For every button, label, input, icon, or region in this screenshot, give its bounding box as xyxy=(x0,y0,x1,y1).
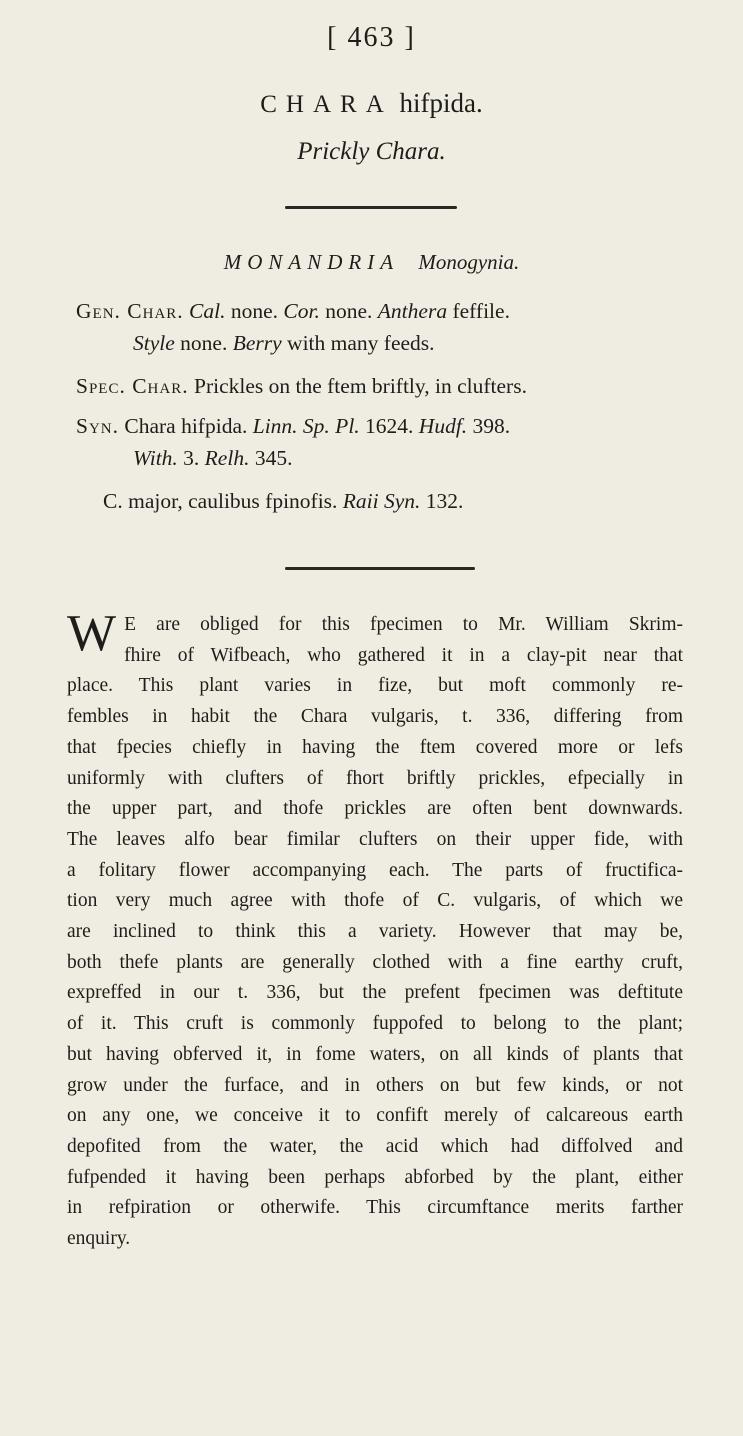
text-line: are inclined to think this a variety. However that may be, xyxy=(67,921,683,943)
divider-rule xyxy=(285,206,457,209)
gen-char-label: Gen. Char. xyxy=(76,299,184,323)
text-line: fhire of Wifbeach, who gathered it in a clay-pit near that xyxy=(124,644,683,666)
text-line: but having obferved it, in fome waters, on all kinds of plants that xyxy=(67,1043,683,1065)
value-cor: none. xyxy=(325,299,373,323)
text-line: enquiry. xyxy=(67,1228,131,1250)
term-cal: Cal. xyxy=(189,299,226,323)
text-line: the upper part, and thofe prickles are often bent downwards. xyxy=(67,798,683,820)
syn-alt-name: C. major, caulibus fpinofis. xyxy=(103,489,338,513)
syn-name: Chara hifpida. xyxy=(124,414,248,438)
spec-char-label: Spec. Char. xyxy=(76,374,189,398)
text-line: a folitary flower accompanying each. The parts of fructifica- xyxy=(67,859,683,881)
linnaean-classification xyxy=(0,250,743,275)
synonymy-alternate xyxy=(103,485,723,517)
syn-ref-relh: Relh. xyxy=(204,446,250,470)
generic-character xyxy=(76,295,696,359)
text-line: The leaves alfo bear fimilar clufters on their upper fide, with xyxy=(67,828,683,850)
term-berry: Berry xyxy=(232,331,282,355)
text-line: E are obliged for this fpecimen to Mr. William Skrim- xyxy=(124,614,683,635)
text-line: place. This plant varies in fize, but moft commonly re- xyxy=(67,675,683,697)
value-style: none. xyxy=(180,331,228,355)
text-line: both thefe plants are generally clothed with a fine earthy cruft, xyxy=(67,951,683,973)
text-line: that fpecies chiefly in having the ftem covered more or lefs xyxy=(67,736,683,758)
page-number: [ 463 ] xyxy=(327,22,416,53)
value-anthera: feffile. xyxy=(452,299,510,323)
drop-cap: W xyxy=(67,605,117,662)
species-name: hifpida. xyxy=(399,88,483,118)
syn-alt-ref: Raii Syn. xyxy=(342,489,421,513)
text-line: grow under the furface, and in others on but few kinds, or not xyxy=(67,1074,683,1096)
syn-alt-ref-num: 132. xyxy=(425,489,464,513)
description-paragraph xyxy=(67,605,683,1255)
syn-ref-with-num: 3. xyxy=(183,446,200,470)
class-name: MONANDRIA xyxy=(223,250,400,274)
syn-ref-hudf-num: 398. xyxy=(472,414,511,438)
text-line: uniformly with clufters of fhort briftly prickles, efpecially in xyxy=(67,767,683,789)
syn-ref-hudf: Hudf. xyxy=(418,414,468,438)
genus-name: CHARA xyxy=(260,91,393,118)
page-title xyxy=(0,88,743,119)
text-line: expreffed in our t. 336, but the prefent fpecimen was deftitute xyxy=(67,982,683,1004)
synonymy xyxy=(76,410,696,474)
text-line: fembles in habit the Chara vulgaris, t. 336, differing from xyxy=(67,706,683,728)
text-line: fufpended it having been perhaps abforbed by the plant, either xyxy=(67,1166,683,1188)
term-anthera: Anthera xyxy=(377,299,448,323)
term-style: Style xyxy=(133,331,175,355)
syn-ref-relh-num: 345. xyxy=(254,446,293,470)
text-line: depofited from the water, the acid which had diffolved and xyxy=(67,1135,683,1157)
specific-character xyxy=(76,370,696,402)
text-line: of it. This cruft is commonly fuppofed to belong to the plant; xyxy=(67,1013,683,1035)
syn-ref-linn-num: 1624. xyxy=(365,414,414,438)
divider-rule xyxy=(285,567,475,570)
value-berry: with many feeds. xyxy=(287,331,435,355)
spec-char-text: Prickles on the ftem briftly, in clufters. xyxy=(193,374,527,398)
text-line: on any one, we conceive it to confift merely of calcareous earth xyxy=(67,1105,683,1127)
text-line: in refpiration or otherwife. This circumftance merits farther xyxy=(67,1197,683,1219)
order-name: Monogynia. xyxy=(418,250,520,274)
text-line: tion very much agree with thofe of C. vulgaris, of which we xyxy=(67,890,683,912)
syn-label: Syn. xyxy=(76,414,119,438)
value-cal: none. xyxy=(230,299,279,323)
syn-ref-with: With. xyxy=(133,446,178,470)
term-cor: Cor. xyxy=(283,299,320,323)
common-name: Prickly Chara. xyxy=(297,138,446,165)
syn-ref-linn: Linn. Sp. Pl. xyxy=(252,414,360,438)
